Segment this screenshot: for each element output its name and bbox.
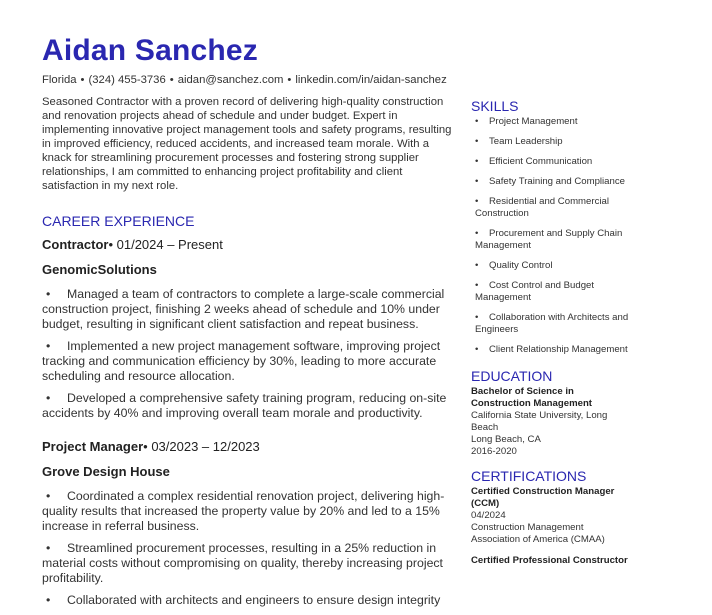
bullet-text: Managed a team of contractors to complete a large-scale commercial construction project, finishing 2 weeks ahead of schedule and 10% under budget, resulting in significant client satisfaction and repeat business. — [42, 287, 445, 331]
bullet-text: Developed a comprehensive safety training program, reducing on-site accidents by 40% and improving overall team morale and productivity. — [42, 391, 447, 420]
bullet-icon: • — [475, 280, 479, 291]
job-entry — [42, 237, 452, 421]
skill-text: Client Relationship Management — [489, 344, 628, 355]
separator: • — [80, 74, 85, 86]
skill-item — [471, 116, 641, 128]
bullet-text: Streamlined procurement processes, resulting in a 25% reduction in material costs without compromising on quality, thereby increasing project profitability. — [42, 541, 443, 585]
certification-entry — [471, 486, 641, 567]
bullet-icon: • — [46, 287, 51, 301]
bullet-text: Coordinated a complex residential renovation project, delivering high-quality results that increased the property value by 20% and led to a 15% increase in referral business. — [42, 489, 445, 533]
job-title: Contractor — [42, 237, 109, 252]
bullet-icon: • — [475, 228, 479, 239]
job-bullets — [42, 287, 452, 421]
edu-years: 2016-2020 — [471, 446, 517, 457]
job-dates: • 03/2023 – 12/2023 — [143, 439, 260, 454]
skill-item — [471, 176, 641, 188]
bullet-icon: • — [46, 593, 51, 607]
bullet-icon: • — [475, 312, 479, 323]
cert-issuer: Construction Management Association of America (CMAA) — [471, 522, 605, 545]
linkedin-link[interactable]: linkedin.com/in/aidan-sanchez — [295, 74, 447, 86]
list-item — [42, 593, 452, 608]
list-item — [42, 541, 452, 586]
bullet-icon: • — [46, 339, 51, 353]
location: Florida — [42, 74, 77, 86]
bullet-icon: • — [475, 260, 479, 271]
cert-date: 04/2024 — [471, 510, 506, 521]
job-bullets — [42, 489, 452, 608]
list-item — [42, 391, 452, 421]
cert-name: Certified Construction Manager (CCM) — [471, 486, 615, 509]
bullet-text: Collaborated with architects and engineers to ensure design integrity — [67, 593, 441, 607]
degree: Bachelor of Science in Construction Management — [471, 386, 592, 409]
bullet-icon: • — [475, 344, 479, 355]
skill-item — [471, 280, 641, 304]
skill-item — [471, 156, 641, 168]
bullet-icon: • — [46, 541, 51, 555]
education-entry — [471, 386, 641, 458]
job-title-line — [42, 237, 452, 252]
job-entry — [42, 439, 452, 608]
list-item — [42, 339, 452, 384]
job-dates: • 01/2024 – Present — [108, 237, 223, 252]
contact-line — [42, 74, 452, 86]
skill-item — [471, 228, 641, 252]
skill-text: Residential and Commercial Construction — [475, 196, 609, 219]
skill-text: Procurement and Supply Chain Management — [475, 228, 623, 251]
bullet-icon: • — [475, 196, 479, 207]
bullet-icon: • — [46, 391, 51, 405]
skill-text: Cost Control and Budget Management — [475, 280, 595, 303]
skill-text: Project Management — [489, 116, 578, 127]
list-item — [42, 287, 452, 332]
skills-heading: SKILLS — [471, 98, 519, 114]
email-link[interactable]: aidan@sanchez.com — [177, 74, 284, 86]
separator: • — [287, 74, 292, 86]
skill-item — [471, 136, 641, 148]
skill-text: Quality Control — [489, 260, 553, 271]
bullet-icon: • — [475, 136, 479, 147]
skill-item — [471, 260, 641, 272]
certifications-heading: CERTIFICATIONS — [471, 468, 587, 484]
separator: • — [169, 74, 174, 86]
skill-text: Team Leadership — [489, 136, 563, 147]
company: Grove Design House — [42, 464, 170, 479]
company: GenomicSolutions — [42, 262, 157, 277]
bullet-icon: • — [475, 116, 479, 127]
skills-list — [471, 116, 641, 356]
cert-name: Certified Professional Constructor — [471, 555, 628, 566]
skill-item — [471, 344, 641, 356]
bullet-icon: • — [475, 156, 479, 167]
main-column — [42, 32, 452, 615]
skill-item — [471, 196, 641, 220]
skill-text: Efficient Communication — [489, 156, 593, 167]
bullet-text: Implemented a new project management software, improving project tracking and communication efficiency by 30%, leading to more accurate scheduling and resource allocation. — [42, 339, 441, 383]
sidebar — [471, 98, 641, 567]
candidate-name: Aidan Sanchez — [42, 34, 258, 67]
education-heading: EDUCATION — [471, 368, 553, 384]
school: California State University, Long Beach — [471, 410, 608, 433]
bullet-icon: • — [46, 489, 51, 503]
job-title: Project Manager — [42, 439, 144, 454]
phone: (324) 455-3736 — [88, 74, 166, 86]
edu-location: Long Beach, CA — [471, 434, 541, 445]
bullet-icon: • — [475, 176, 479, 187]
list-item — [42, 489, 452, 534]
skill-text: Collaboration with Architects and Engineers — [475, 312, 629, 335]
summary: Seasoned Contractor with a proven record of delivering high-quality construction and renovation projects ahead of schedule and under budget. Expert in implementing innovative project management tools and safety programs, resulting in improved efficiency, reduced accidents, and increased team morale. With a knack for streamlining procurement processes and fostering strong supplier relationships, I am committed to enhancing project profitability and client satisfaction in my next role. — [42, 96, 452, 192]
skill-item — [471, 312, 641, 336]
experience-heading: CAREER EXPERIENCE — [42, 213, 195, 229]
job-title-line — [42, 439, 452, 454]
skill-text: Safety Training and Compliance — [489, 176, 625, 187]
